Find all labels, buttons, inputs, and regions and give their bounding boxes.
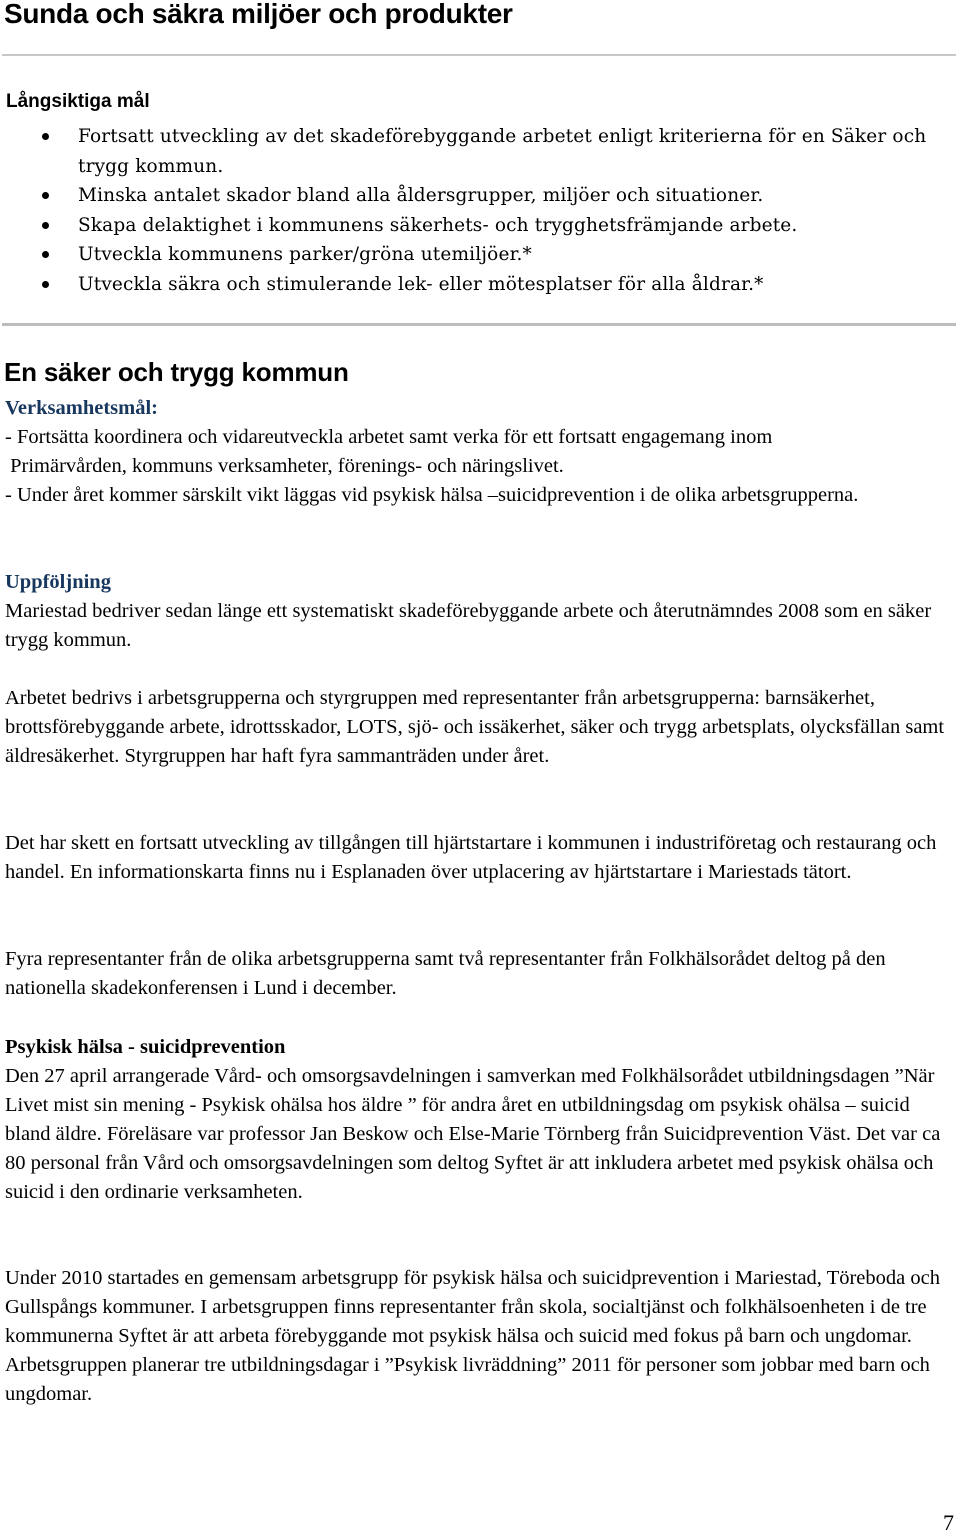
- mental-health-heading: Psykisk hälsa - suicidprevention: [5, 1036, 286, 1058]
- conference-paragraph: Fyra representanter från de olika arbetsgrupperna samt två representanter från Folkhälsorådet deltog på den nationella skadekonferensen i Lund i december.: [5, 948, 886, 999]
- long-term-goals-list: [0, 122, 950, 299]
- followup-heading: Uppföljning: [5, 571, 111, 593]
- goal-item: Utveckla kommunens parker/gröna utemiljöer.*: [0, 240, 950, 270]
- working-groups-paragraph: Arbetet bedrivs i arbetsgrupperna och styrgruppen med representanter från arbetsgrupperna: barnsäkerhet, brottsförebyggande arbete, idrottsskador, LOTS, sjö- och issäkerhet, säker och trygg arbetsplats, olycksfällan samt äldresäkerhet. Styrgruppen har haft fyra sammanträden under året.: [5, 687, 945, 767]
- mental-health-block: [5, 1033, 955, 1207]
- followup-text: Mariestad bedriver sedan länge ett systematiskt skadeförebyggande arbete och återutnämndes 2008 som en säker trygg kommun.: [5, 600, 932, 651]
- goal-item: Fortsatt utveckling av det skadeförebyggande arbetet enligt kriterierna för en Säker och trygg kommun.: [0, 122, 950, 181]
- goal-item: Skapa delaktighet i kommunens säkerhets- och trygghetsfrämjande arbete.: [0, 211, 950, 241]
- operational-goal-line: Primärvården, kommuns verksamheter, förenings- och näringslivet.: [5, 455, 564, 477]
- section-divider: [2, 323, 956, 326]
- followup-block: [5, 568, 955, 655]
- mental-health-paragraph: Den 27 april arrangerade Vård- och omsorgsavdelningen i samverkan med Folkhälsorådet utbildningsdagen ”När Livet mist sin mening - Psykisk ohälsa hos äldre ” för andra året en utbildningsdag om psykisk ohälsa – suicid bland äldre. Föreläsare var professor Jan Beskow och Else-Marie Törnberg från Suicidprevention Väst. Det var ca 80 personal från Vård och omsorgsavdelningen som deltog Syftet är att inkludera arbetet med psykisk ohälsa och suicid i den ordinarie verksamheten.: [5, 1065, 941, 1203]
- page-title: Sunda och säkra miljöer och produkter: [4, 0, 513, 29]
- operational-goal-line: - Under året kommer särskilt vikt läggas vid psykisk hälsa –suicidprevention i de olika arbetsgrupperna.: [5, 484, 859, 506]
- defibrillator-paragraph: Det har skett en fortsatt utveckling av tillgången till hjärtstartare i kommunen i industriföretag och restaurang och handel. En informationskarta finns nu i Esplanaden över utplacering av hjärtstartare i Mariestads tätort.: [5, 832, 937, 883]
- header-divider: [2, 54, 956, 56]
- long-term-goals-heading: Långsiktiga mål: [6, 91, 150, 112]
- goal-item: Minska antalet skador bland alla åldersgrupper, miljöer och situationer.: [0, 181, 950, 211]
- safe-community-title: En säker och trygg kommun: [4, 357, 349, 387]
- page-number: 7: [943, 1510, 954, 1535]
- goal-item: Utveckla säkra och stimulerande lek- eller mötesplatser för alla åldrar.*: [0, 270, 950, 300]
- working-group-2010-paragraph: Under 2010 startades en gemensam arbetsgrupp för psykisk hälsa och suicidprevention i Mariestad, Töreboda och Gullspångs kommuner. I arbetsgruppen finns representanter från skola, socialtjänst och folkhälsoenheten i de tre kommunerna Syftet är att arbeta förebyggande mot psykisk hälsa och suicid med fokus på barn och ungdomar. Arbetsgruppen planerar tre utbildningsdagar i ”Psykisk livräddning” 2011 för personer som jobbar med barn och ungdomar.: [5, 1267, 940, 1405]
- operational-goals-heading: Verksamhetsmål:: [5, 397, 158, 419]
- operational-goals-block: [5, 394, 955, 510]
- operational-goal-line: - Fortsätta koordinera och vidareutveckla arbetet samt verka för ett fortsatt engagemang inom: [5, 426, 773, 448]
